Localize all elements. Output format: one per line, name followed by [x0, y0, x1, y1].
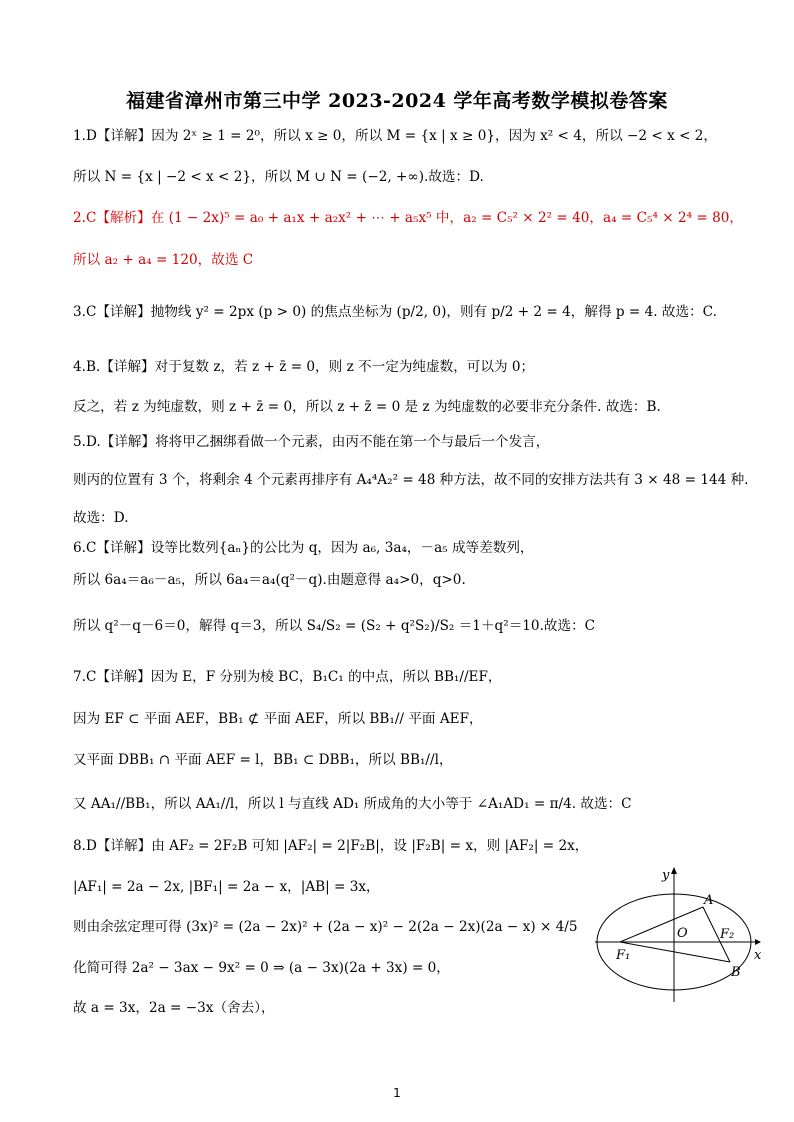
- text-line: 化简可得 2a² − 3ax − 9x² = 0 ⇒ (a − 3x)(2a + 3x) = 0，: [73, 960, 450, 976]
- text-line: 7.C【详解】因为 E，F 分别为棱 BC，B₁C₁ 的中点，所以 BB₁//EF，: [73, 669, 502, 685]
- text-line: 则丙的位置有 3 个，将剩余 4 个元素再排序有 A₄⁴A₂² = 48 种方法，故不同的安排方法共有 3 × 48 = 144 种.: [73, 472, 749, 488]
- text-line: 则由余弦定理可得 (3x)² = (2a − 2x)² + (2a − x)² − 2(2a − 2x)(2a − x) × 4/5: [73, 919, 578, 935]
- text-line: 故选：D.: [73, 510, 129, 526]
- text-line: |AF₁| = 2a − 2x, |BF₁| = 2a − x，|AB| = 3x，: [73, 879, 380, 895]
- text-line: 故 a = 3x，2a = −3x（舍去），: [73, 1000, 275, 1016]
- label-f2: F₂: [720, 927, 735, 942]
- text-line: 4.B.【详解】对于复数 z，若 z + z̄ = 0，则 z 不一定为纯虚数，可以为 0；: [73, 359, 535, 375]
- text-line: 所以 a₂ + a₄ = 120，故选 C: [73, 252, 254, 268]
- text-line: 3.C【详解】抛物线 y² = 2px (p > 0) 的焦点坐标为 (p/2, 0)，则有 p/2 + 2 = 4，解得 p = 4. 故选：C.: [73, 304, 717, 320]
- text-line: 所以 N = {x | −2 < x < 2}，所以 M ∪ N = (−2, +∞).故选：D.: [73, 169, 484, 185]
- x-axis-arrow: [755, 939, 761, 945]
- label-a: A: [704, 893, 714, 908]
- ellipse-figure: [590, 862, 770, 1007]
- label-y: y: [662, 868, 670, 883]
- text-line: 所以 6a₄＝a₆－a₅，所以 6a₄＝a₄(q²－q).由题意得 a₄>0，q>0.: [73, 572, 466, 588]
- y-axis-arrow: [671, 867, 677, 874]
- label-x: x: [754, 948, 762, 963]
- page-number: 1: [393, 1086, 401, 1100]
- text-line: 1.D【详解】因为 2ˣ ≥ 1 = 2⁰，所以 x ≥ 0，所以 M = {x | x ≥ 0}，因为 x² < 4，所以 −2 < x < 2，: [73, 128, 718, 144]
- text-line: 又 AA₁//BB₁，所以 AA₁//l，所以 l 与直线 AD₁ 所成角的大小等于 ∠A₁AD₁ = π/4. 故选：C: [73, 796, 632, 812]
- label-f1: F₁: [616, 948, 631, 963]
- segment-af1: [620, 907, 703, 942]
- label-origin: O: [677, 926, 688, 941]
- text-line: 8.D【详解】由 AF₂ = 2F₂B 可知 |AF₂| = 2|F₂B|，设 |F₂B| = x，则 |AF₂| = 2x，: [73, 838, 589, 854]
- text-line: 6.C【详解】设等比数列{aₙ}的公比为 q，因为 a₆, 3a₄，－a₅ 成等差数列，: [73, 540, 534, 556]
- text-line: 5.D.【详解】将将甲乙捆绑看做一个元素，由丙不能在第一个与最后一个发言，: [73, 434, 550, 450]
- page-title: 福建省漳州市第三中学 2023-2024 学年高考数学模拟卷答案: [126, 90, 668, 112]
- text-line: 又平面 DBB₁ ∩ 平面 AEF = l，BB₁ ⊂ DBB₁，所以 BB₁//l，: [73, 752, 453, 768]
- text-line: 2.C【解析】在 (1 − 2x)⁵ = a₀ + a₁x + a₂x² + ⋯ + a₅x⁵ 中，a₂ = C₅² × 2² = 40，a₄ = C₅⁴ × 2⁴ = 80，: [73, 210, 743, 226]
- label-b: B: [731, 965, 741, 980]
- text-line: 反之，若 z 为纯虚数，则 z + z̄ = 0，所以 z + z̄ = 0 是 z 为纯虚数的必要非充分条件. 故选：B.: [73, 399, 661, 415]
- segment-bf1: [620, 942, 730, 962]
- text-line: 因为 EF ⊂ 平面 AEF，BB₁ ⊄ 平面 AEF，所以 BB₁// 平面 AEF，: [73, 711, 483, 727]
- text-line: 所以 q²－q－6＝0，解得 q＝3，所以 S₄/S₂ = (S₂ + q²S₂)/S₂ ＝1＋q²＝10.故选：C: [73, 618, 596, 634]
